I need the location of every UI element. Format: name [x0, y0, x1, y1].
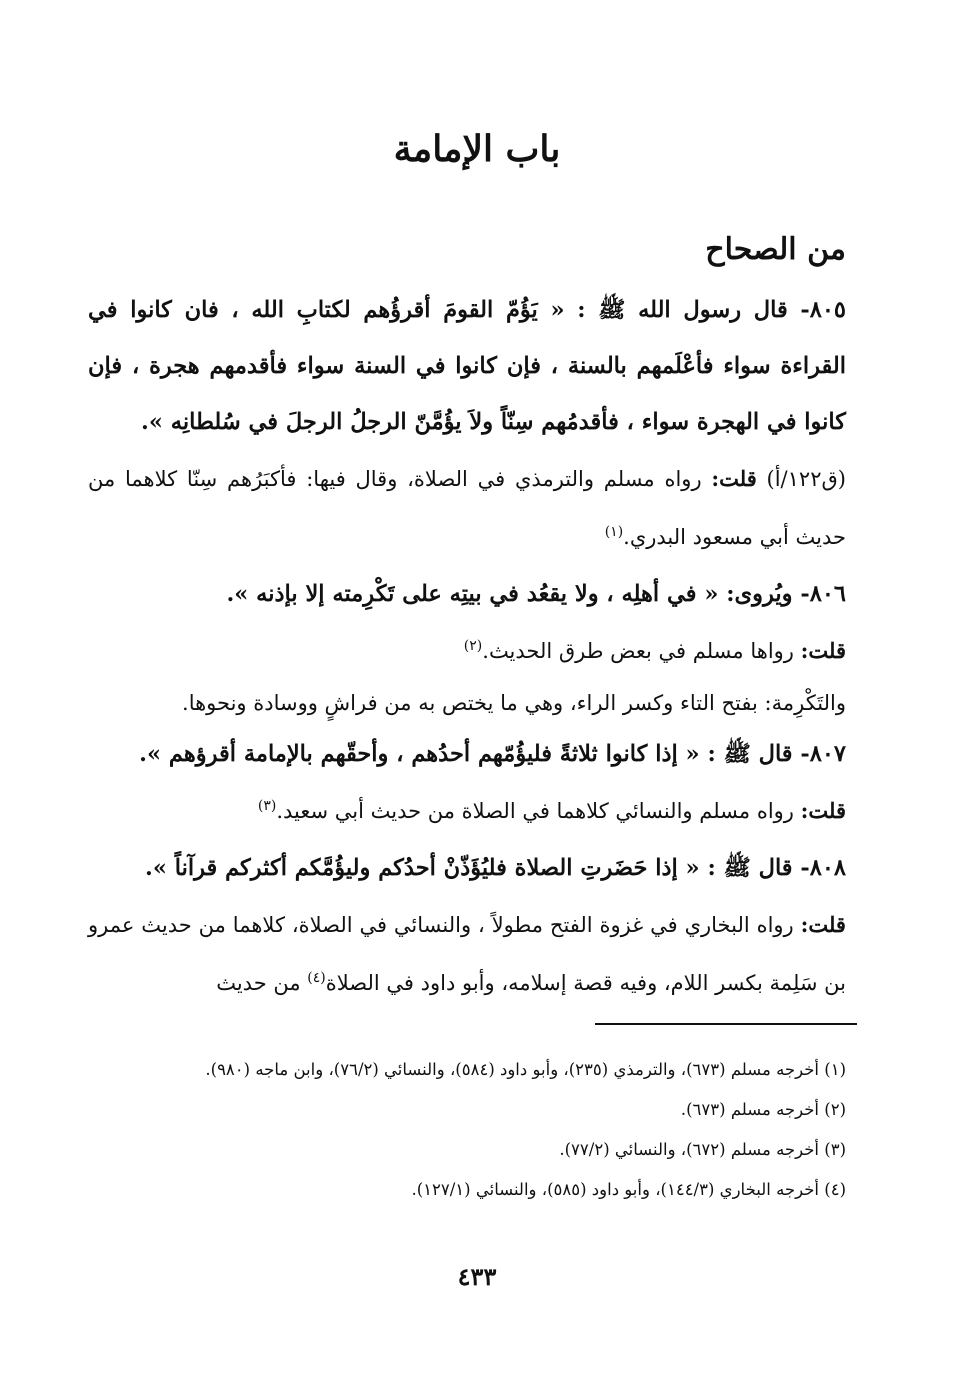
section-title: من الصحاح: [705, 232, 846, 267]
manuscript-folio-marker: (ق١٢٢/أ): [766, 467, 846, 491]
commentary-text: رواه مسلم والترمذي في الصلاة، وقال فيها: فأكبَرُهم سِنّا كلاهما من حديث أبي مسعود البدري.: [88, 467, 846, 549]
footnote-2: (٢) أخرجه مسلم (٦٧٣).: [680, 1100, 846, 1119]
hadith-805: ٨٠٥- قال رسول الله ﷺ : « يَؤُمّ القومَ أقرؤُهم لكتابِ الله ، فان كانوا في القراءة سواء فأعْلَمهم بالسنة ، فإن كانوا في السنة سواء فأقدمهم هجرة ، فإن كانوا في الهجرة سواء ، فأقدمُهم سِنّاً ولاَ يؤُمَّنّ الرجلُ الرجلَ في سُلطانِه ».: [88, 297, 846, 435]
footnote-3: (٣) أخرجه مسلم (٦٧٢)، والنسائي (٧٧/٢).: [559, 1140, 846, 1159]
commentary-805: [88, 450, 846, 566]
definition-note: والتَكْرِمة: بفتح التاء وكسر الراء، وهي ما يختص به من فراشٍ ووسادة ونحوها.: [182, 691, 846, 715]
qult-label: قلت:: [711, 466, 757, 491]
footnote-1: (١) أخرجه مسلم (٦٧٣)، والترمذي (٢٣٥)، وأبو داود (٥٨٤)، والنسائي (٧٦/٢)، وابن ماجه (٩٨٠).: [205, 1060, 846, 1079]
qult-label: قلت:: [800, 798, 846, 823]
commentary-807: [88, 782, 846, 840]
commentary-808: [88, 896, 846, 1012]
qult-label: قلت:: [800, 912, 846, 937]
commentary-text: رواه البخاري في غزوة الفتح مطولاً ، والنسائي في الصلاة، كلاهما من حديث عمرو بن سَلِمة بكسر اللام، وفيه قصة إسلامه، وأبو داود في الصلاة: [88, 913, 846, 995]
footnote-ref-2: (٢): [463, 638, 483, 654]
commentary-806: [88, 622, 846, 680]
footnotes: [88, 1050, 846, 1210]
footnote-ref-3: (٣): [257, 798, 277, 814]
page-number: ٤٣٣: [457, 1262, 497, 1291]
hadith-806: ٨٠٦- ويُروى: « في أهلِه ، ولا يقعُد في بيتِه على تَكْرِمته إلا بإذنه ».: [226, 581, 846, 607]
chapter-title: باب الإمامة: [393, 128, 561, 170]
footnote-ref-4: (٤): [307, 970, 326, 986]
qult-label: قلت:: [800, 638, 846, 663]
hadith-808: ٨٠٨- قال ﷺ : « إذا حَضَرتِ الصلاة فليُؤَذّنْ أحدُكم وليؤُمَّكم أكثركم قرآناً ».: [144, 855, 846, 881]
commentary-text-continued: من حديث: [216, 971, 301, 995]
body-text: [88, 282, 846, 1012]
commentary-text: رواها مسلم في بعض طرق الحديث.: [482, 639, 794, 663]
footnote-separator: [595, 1023, 857, 1025]
commentary-text: رواه مسلم والنسائي كلاهما في الصلاة من حديث أبي سعيد.: [276, 799, 794, 823]
footnote-ref-1: (١): [604, 524, 624, 540]
footnote-4: (٤) أخرجه البخاري (١٤٤/٣)، وأبو داود (٥٨٥)، والنسائي (١٢٧/١).: [411, 1180, 846, 1199]
hadith-807: ٨٠٧- قال ﷺ : « إذا كانوا ثلاثةً فليؤُمّهم أحدُهم ، وأحقّهم بالإمامة أقرؤهم ».: [139, 741, 846, 767]
